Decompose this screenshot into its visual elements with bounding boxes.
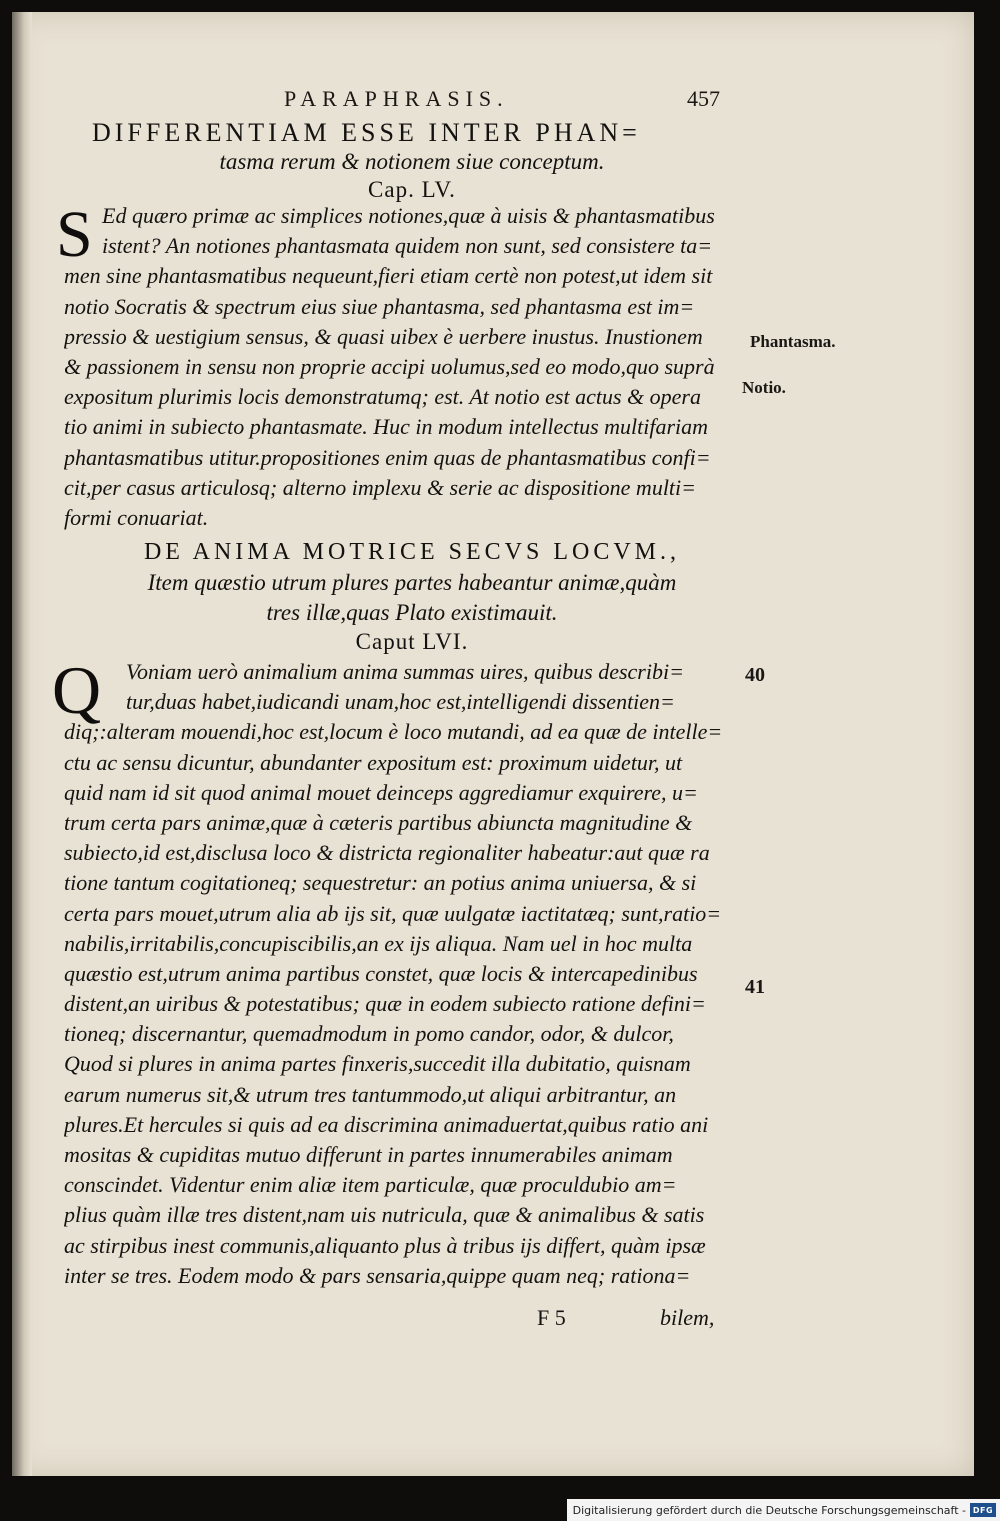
chapter-56-body (64, 657, 754, 1291)
text-line: tur,duas habet,iudicandi unam,hoc est,intelligendi dissentien= (126, 689, 675, 715)
text-line: diq;:alteram mouendi,hoc est,locum è loco mutandi, ad ea quæ de intelle= (64, 719, 723, 745)
text-line: plius quàm illæ tres distent,nam uis nutricula, quæ & animalibus & satis (64, 1202, 705, 1228)
text-line: Ed quæro primæ ac simplices notiones,quæ à uisis & phantasmatibus (102, 203, 715, 228)
text-line: tioneq; discernantur, quemadmodum in pomo candor, odor, & dulcor, (64, 1021, 674, 1047)
drop-cap-s: S (56, 198, 93, 271)
text-line: expositum plurimis locis demonstratumq; est. At notio est actus & opera (64, 384, 701, 410)
running-head: PARAPHRASIS. (284, 86, 509, 111)
text-line: certa pars mouet,utrum alia ab ijs sit, quæ uulgatæ iactitatæq; sunt,ratio= (64, 900, 722, 926)
text-line: phantasmatibus utitur.propositiones enim quas de phantasmatibus confi= (64, 444, 711, 470)
text-line: plures.Et hercules si quis ad ea discrimina animaduertat,quibus ratio ani (64, 1111, 709, 1137)
margin-number-41: 41 (745, 976, 765, 998)
text-line: ac stirpibus inest communis,aliquanto plus à tribus ijs differt, quàm ipsæ (64, 1232, 706, 1258)
text-line: inter se tres. Eodem modo & pars sensaria,quippe quam neq; rationa= (64, 1262, 691, 1288)
text-line: pressio & uestigium sensus, & quasi uibex è uerbere inustus. Inustionem (64, 323, 703, 349)
text-line: distent,an uiribus & potestatibus; quæ in eodem subiecto ratione defini= (64, 991, 706, 1017)
text-line: subiecto,id est,disclusa loco & districta regionaliter habeatur:aut quæ ra (64, 840, 710, 866)
drop-cap-q: Q (52, 652, 102, 728)
signature-mark: F 5 (537, 1305, 566, 1330)
margin-number-40: 40 (745, 664, 765, 686)
chapter-55-cap-label: Cap. LV. (368, 177, 456, 202)
text-line: notio Socratis & spectrum eius siue phantasma, sed phantasma est im= (64, 293, 695, 319)
text-line: mositas & cupiditas mutuo differunt in partes innumerabiles animam (64, 1142, 673, 1167)
chapter-55-title: DIFFERENTIAM ESSE INTER PHAN= (92, 118, 641, 147)
text-line: quid nam id sit quod animal mouet deinceps aggrediamur exquirere, u= (64, 779, 698, 805)
text-line: Quod si plures in anima partes finxeris,succedit illa dubitatio, quisnam (64, 1051, 691, 1077)
chapter-56-cap-label: Caput LVI. (355, 629, 469, 654)
text-line: & passionem in sensu non proprie accipi uolumus,sed eo modo,quo suprà (64, 353, 715, 379)
text-line: Voniam uerò animalium anima summas uires, quibus describi= (126, 659, 684, 684)
text-line: earum numerus sit,& utrum tres tantummodo,ut aliqui arbitrantur, an (64, 1081, 677, 1107)
credit-text: Digitalisierung gefördert durch die Deutsche Forschungsgemeinschaft - (572, 1503, 966, 1517)
text-line: nabilis,irritabilis,concupiscibilis,an ex ijs aliqua. Nam uel in hoc multa (64, 930, 693, 956)
text-line: tione tantum cogitationeq; sequestretur: an potius anima uniuersa, & si (64, 870, 697, 896)
text-line: quæstio est,utrum anima partibus constet, quæ locis & intercapedinibus (64, 960, 698, 986)
margin-note-notio: Notio. (742, 378, 786, 397)
text-line: conscindet. Videntur enim aliæ item particulæ, quæ proculdubio am= (64, 1172, 677, 1198)
catchword: bilem, (660, 1305, 715, 1330)
text-line: istent? An notiones phantasmata quidem non sunt, sed consistere ta= (102, 233, 713, 259)
chapter-56-title: DE ANIMA MOTRICE SECVS LOCVM., (143, 539, 681, 565)
chapter-55-subtitle: tasma rerum & notionem siue conceptum. (219, 149, 605, 174)
chapter-56-subtitle-line1: Item quæstio utrum plures partes habeantur animæ,quàm (147, 570, 677, 595)
digitization-credit (567, 1499, 1000, 1521)
text-line: ctu ac sensu dicuntur, abundanter expositum est: proximum uidetur, ut (64, 749, 683, 775)
page-number: 457 (687, 86, 720, 111)
book-page (12, 12, 974, 1476)
text-line: tio animi in subiecto phantasmate. Huc in modum intellectus multifariam (64, 414, 709, 440)
chapter-55-body (64, 201, 754, 533)
text-line: formi conuariat. (64, 504, 209, 530)
page-spine-shadow (12, 12, 32, 1476)
text-line: men sine phantasmatibus nequeunt,fieri etiam certè non potest,ut idem sit (64, 263, 713, 289)
margin-note-phantasma: Phantasma. (750, 332, 836, 351)
dfg-logo: DFG (970, 1503, 996, 1517)
chapter-56-subtitle-line2: tres illæ,quas Plato existimauit. (266, 600, 558, 625)
text-line: cit,per casus articulosq; alterno implexu & serie ac dispositione multi= (64, 474, 696, 500)
text-line: trum certa pars animæ,quæ à cæteris partibus abiuncta magnitudine & (64, 809, 693, 835)
